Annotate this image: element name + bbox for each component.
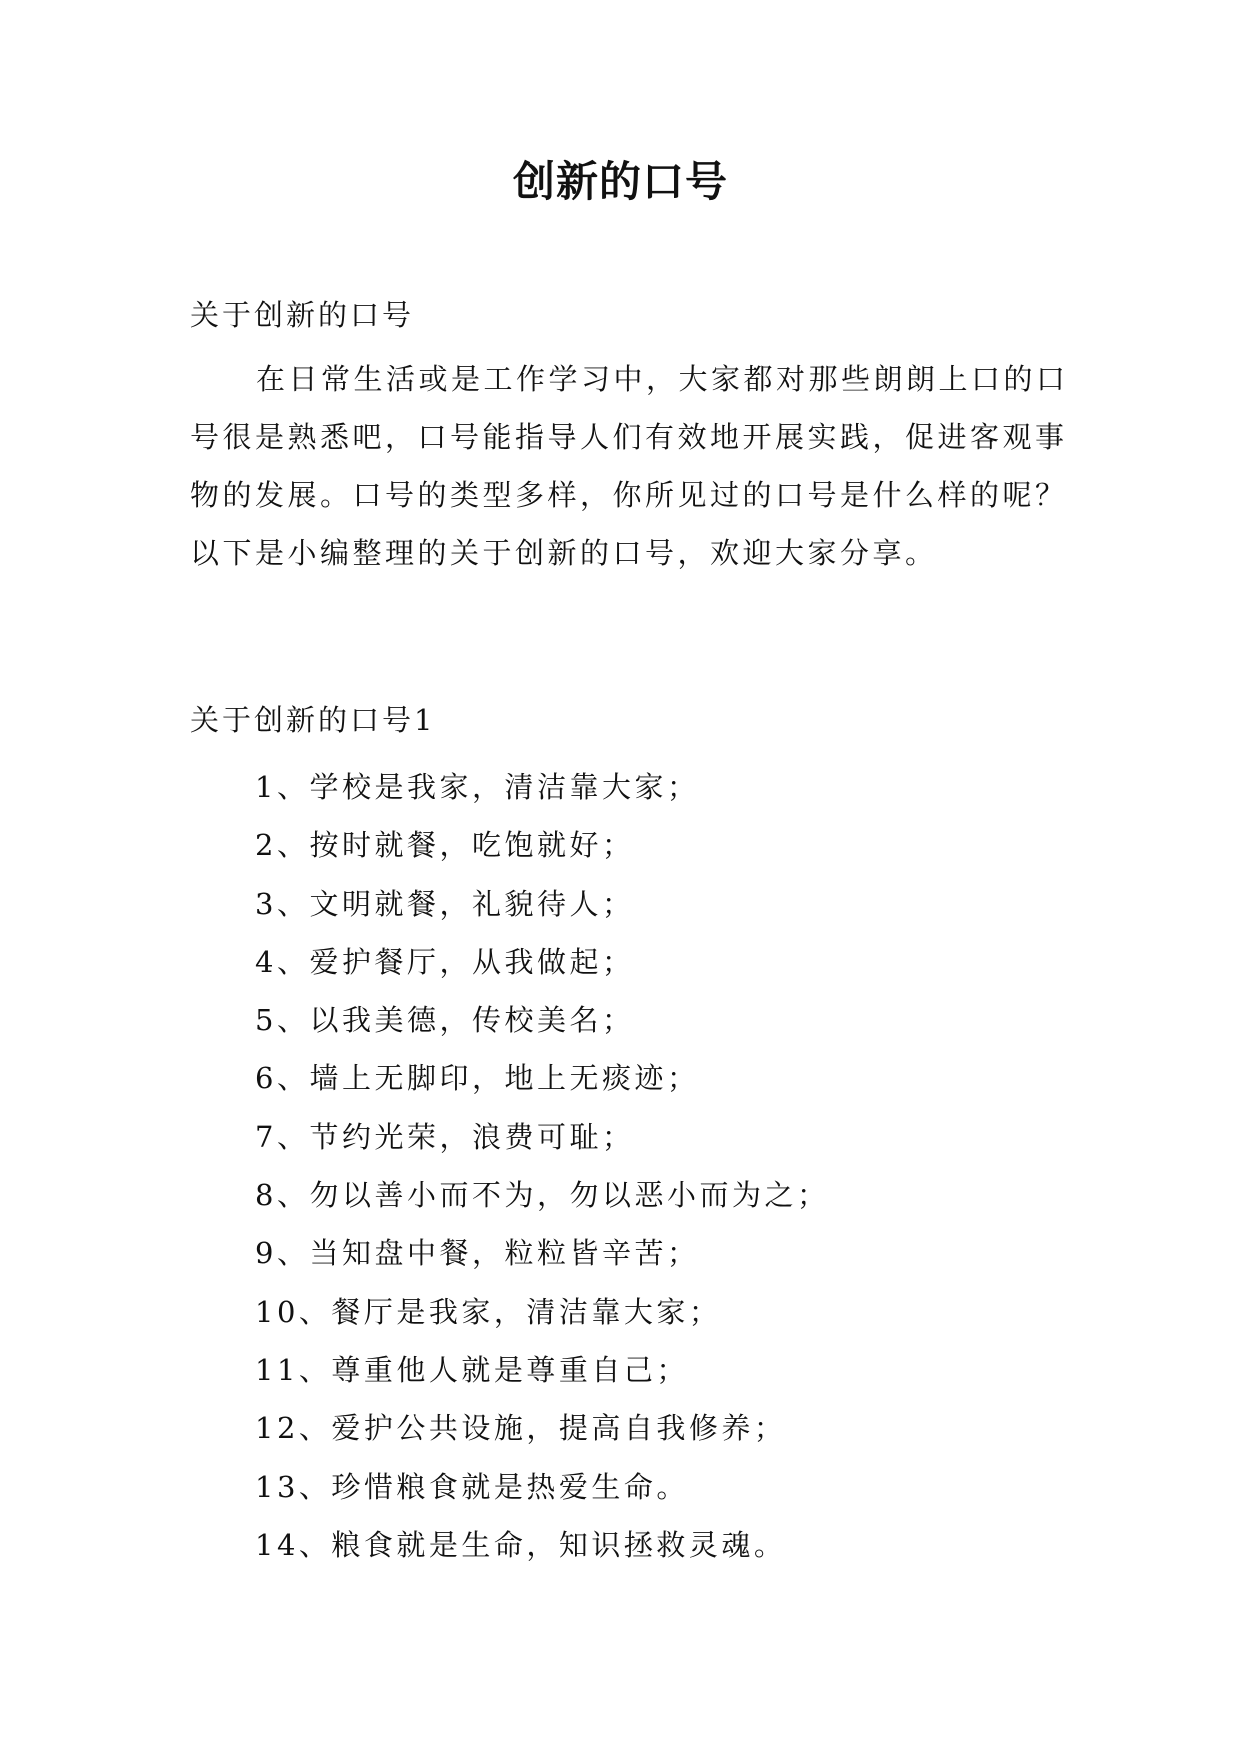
slogan-item: 4、爱护餐厅，从我做起； (255, 944, 635, 979)
section-heading: 关于创新的口号 (190, 298, 415, 332)
slogan-item: 3、文明就餐，礼貌待人； (255, 886, 635, 921)
intro-paragraph: 在日常生活或是工作学习中，大家都对那些朗朗上口的口号很是熟悉吧，口号能指导人们有效地开展实践，促进客观事物的发展。口号的类型多样，你所见过的口号是什么样的呢？以下是小编整理的关于创新的口号，欢迎大家分享。 (190, 362, 1069, 570)
slogan-item: 10、餐厅是我家，清洁靠大家； (255, 1294, 722, 1329)
slogan-item: 6、墙上无脚印，地上无痰迹； (255, 1061, 700, 1096)
slogan-item: 1、学校是我家，清洁靠大家； (255, 770, 700, 804)
slogan-item: 12、爱护公共设施，提高自我修养； (255, 1411, 787, 1446)
slogan-item: 7、节约光荣，浪费可耻； (255, 1119, 635, 1154)
slogan-list (255, 758, 829, 1574)
slogan-item: 14、粮食就是生命，知识拯救灵魂。 (255, 1527, 787, 1562)
slogan-item: 9、当知盘中餐，粒粒皆辛苦； (255, 1236, 700, 1271)
slogan-item: 11、尊重他人就是尊重自己； (255, 1352, 689, 1387)
slogan-item: 13、珍惜粮食就是热爱生命。 (255, 1469, 689, 1504)
page-title: 创新的口号 (512, 157, 728, 206)
slogan-item: 5、以我美德，传校美名； (255, 1003, 635, 1038)
slogan-item: 8、勿以善小而不为，勿以恶小而为之； (255, 1178, 830, 1213)
slogan-item: 2、按时就餐，吃饱就好； (255, 828, 635, 863)
part1-heading: 关于创新的口号1 (190, 703, 436, 737)
